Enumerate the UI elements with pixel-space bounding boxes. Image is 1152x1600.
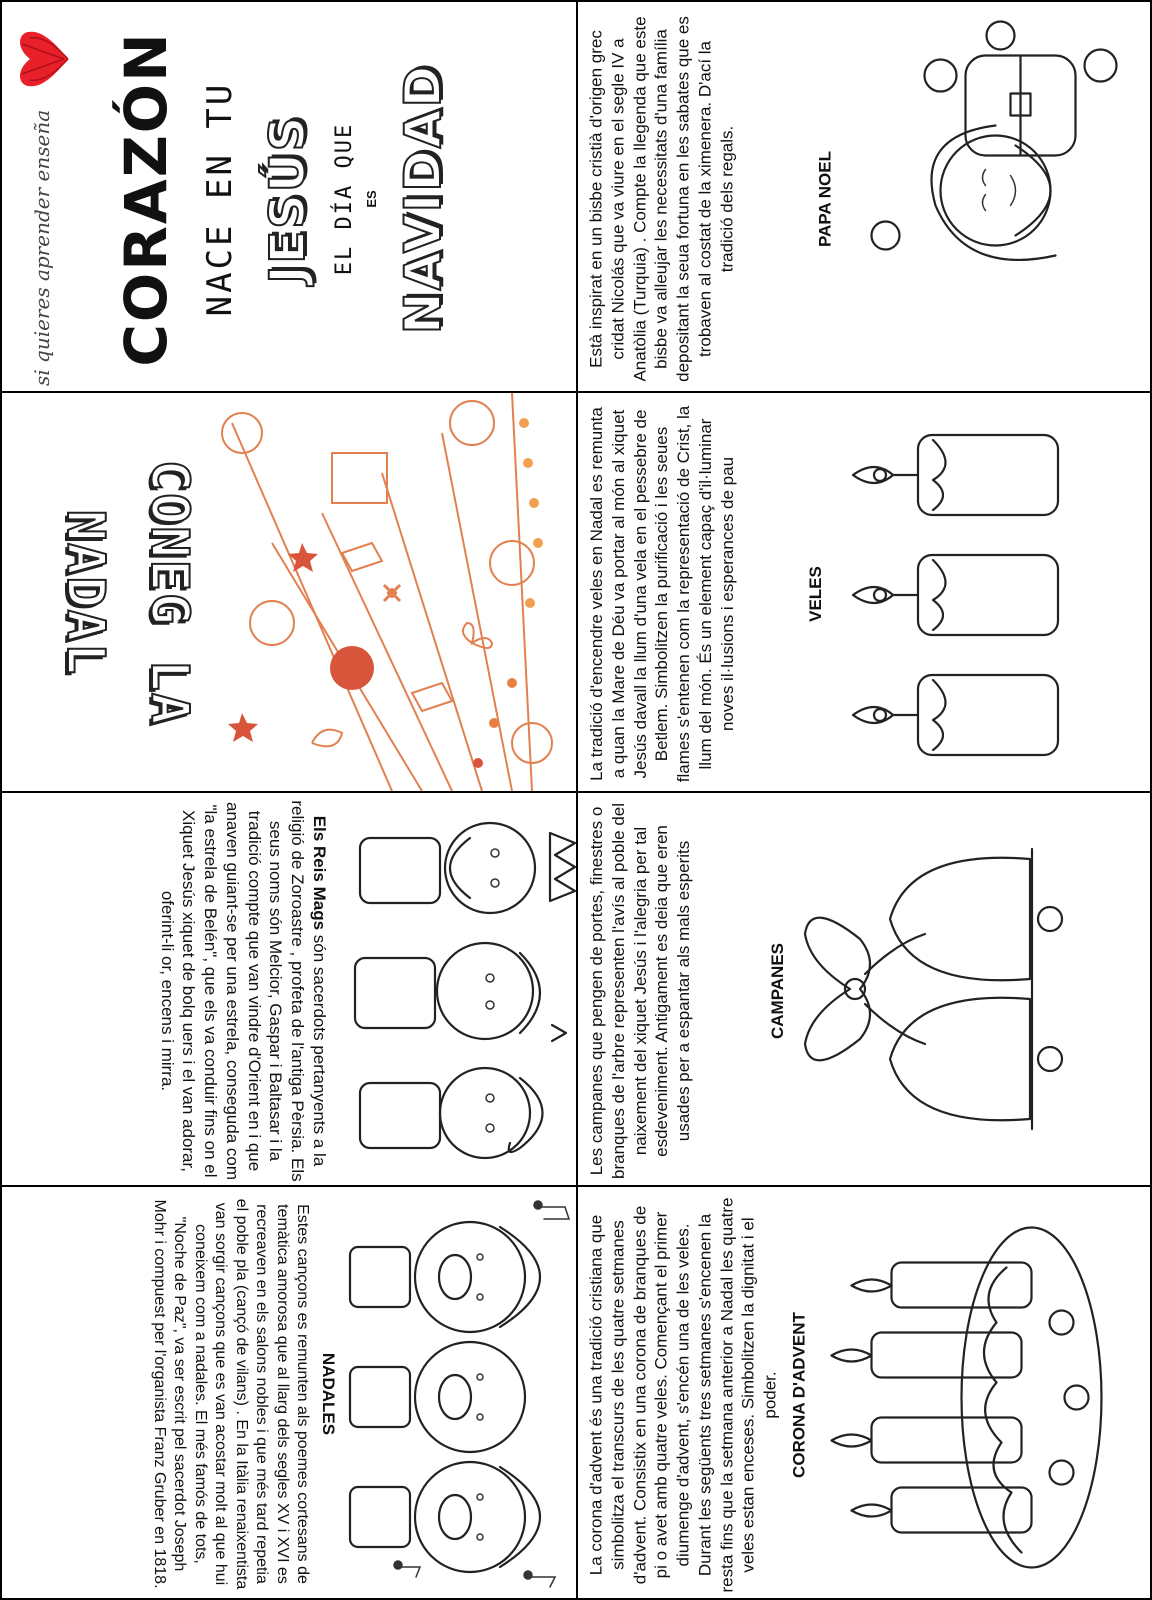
corona-text: La corona d'advent és una tradició cristiana que simbolitza el transcurs de les quatre setmanes d'advent. Consistix en una corona de branques de pi o avet amb quatre veles. Començant el primer diumenge d'advent, s'encén una de les veles. Durant les següents tres setmanes s'encenen la resta fins que la setmana anterior a Nadal les quatre veles estan enceses. Simbolitzen la dignitat i el poder. — [586, 1197, 780, 1593]
papa-noel-heading: PAPA NOEL — [815, 150, 835, 248]
advent-wreath-illustration — [822, 1188, 1142, 1600]
corona-heading: CORONA D'ADVENT — [789, 1312, 809, 1478]
veles-panel — [576, 391, 1152, 793]
bells-illustration — [800, 793, 1130, 1187]
papa-noel-text: Està inspirat en un bisbe cristià d'origen grec cridat Nicolás que va viure en el segle IV a Anatòlia (Turquia) . Compte la llegenda que este bisbe va alleujar les necessitats d'una família depositant la seua fortuna en les sabates que es trobaven al costat de la ximenera. D'ací la tradició dels regals. — [586, 16, 736, 382]
corona-panel — [576, 1185, 1152, 1600]
veles-rotated-content — [578, 393, 1152, 793]
cover-corazon: CORAZÓN — [112, 31, 180, 367]
papa-noel-rotated-content — [578, 3, 1152, 394]
cover-navidad: NAVIDAD — [394, 63, 452, 335]
veles-heading: VELES — [806, 566, 825, 622]
nadales-text: Estes cançons es remunten als poemes cortesans de temàtica amorosa que al llarg dels segles XV i XVI es recreaven en els salons nobles i que més tard repetia el poble pla (cançó de vilans) . En la Itàlia renaixentista van sorgir cançons que es van acostar molt al que hui coneixem com a nadales. El més famós de tots, "Noche de Paz", va ser escrit pel sacerdot Joseph Mohr i compuest per l'organista Franz Gruber en 1818. — [150, 1198, 311, 1590]
nadales-panel — [0, 1185, 578, 1600]
cover-nace: NACE EN TU — [200, 81, 240, 317]
ornaments-illustration — [212, 393, 572, 791]
carolers-illustration — [340, 1187, 578, 1600]
title-rotated-content — [27, 398, 207, 788]
nadales-rotated-content — [2, 1187, 578, 1600]
three-kings-illustration — [340, 793, 578, 1187]
cover-jesus: JESÚS — [260, 114, 316, 284]
veles-text: La tradició d'encendre veles en Nadal es remunta a quan la Mare de Déu va portar al món al xiquet Jesús davall la llum d'una vela en el pessebre de Betlem. Simbolitzen la purificació i les seues flames s'entenen com la representació de Crist, la llum del món. És un element capaç d'il·luminar noves il·lusions i esperances de pau — [587, 405, 737, 783]
campanes-heading: CAMPANES — [768, 942, 787, 1040]
reis-rotated-content — [2, 793, 578, 1187]
candles-illustration — [838, 393, 1138, 793]
nadales-heading: NADALES — [319, 1352, 338, 1436]
corona-rotated-content — [578, 1188, 1152, 1600]
reis-body: són sacerdots pertanyents a la religió de Zoroastre , profeta de l'antiga Pèrsia. Els seus noms són Melcior, Gaspar i Baltasar i la tradició compte que van vindre d'Orient en i que anaven guiant-se per una estrela, conseguda com "la estrela de Belén", que els va conduir fins on el Xiquet Jesús xiquet de bolq uers i el van adorar, oferint-li or, encens i mirra. — [157, 800, 329, 1182]
signature: si quieres aprender enseña — [30, 109, 54, 386]
campanes-text: Les campanes que pengen de portes, finestres o branques de l'arbre representen l'avís al poble del naixement del xiquet Jesús i l'alegria per tal esdeveniment. Antigament es deia que eren usades per a espantar als mals esperits — [587, 802, 693, 1179]
cover-es: ES — [364, 190, 379, 208]
cover-el-dia: EL DÍA QUE — [332, 122, 357, 276]
cover-panel — [0, 0, 578, 393]
title-coneg-la: CONEG LA — [139, 459, 199, 727]
reis-bold: Els Reis Mags — [310, 815, 329, 931]
campanes-panel — [576, 791, 1152, 1187]
campanes-rotated-content — [578, 793, 1152, 1187]
heart-icon — [8, 24, 78, 94]
reis-text — [156, 799, 330, 1183]
papa-noel-panel — [576, 0, 1152, 393]
title-panel — [0, 391, 578, 793]
cover-rotated-content — [2, 4, 578, 393]
signature-row — [2, 4, 82, 393]
santa-illustration — [846, 3, 1146, 394]
title-nadal: NADAL — [55, 509, 115, 677]
reis-mags-panel — [0, 791, 578, 1187]
